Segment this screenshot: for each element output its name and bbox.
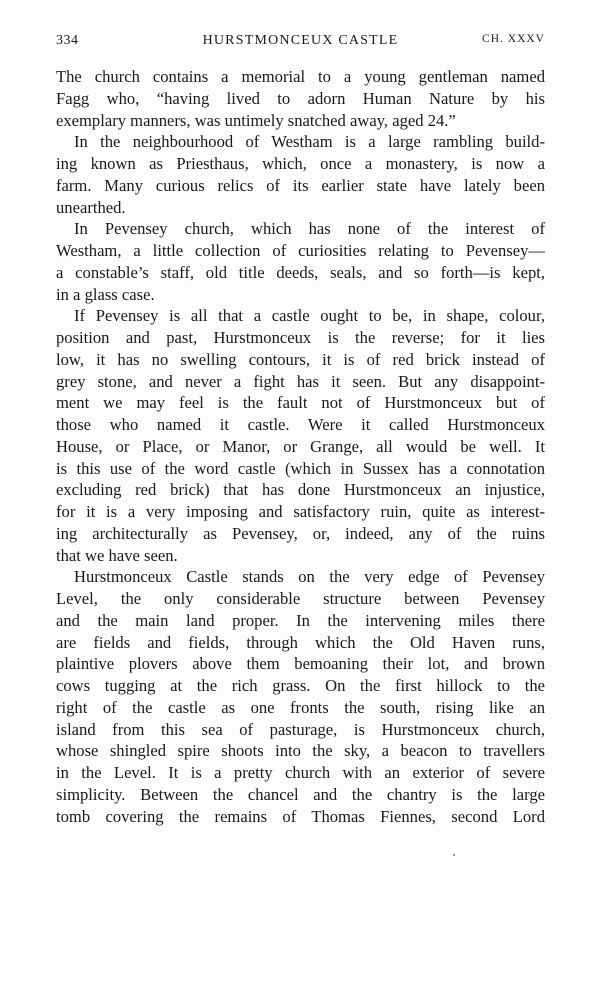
text-line: If Pevensey is all that a castle ought to be, in shape, colour, — [74, 306, 545, 326]
text-line: in a glass case. — [56, 284, 155, 304]
text-line: that we have seen. — [56, 545, 178, 565]
chapter-label: CH. XXXV — [482, 33, 545, 45]
text-line: ing architecturally as Pevensey, or, indeed, any of the ruins — [56, 523, 545, 543]
text-line: In the neighbourhood of Westham is a large rambling build- — [74, 132, 545, 152]
text-line: those who named it castle. Were it called Hurstmonceux — [56, 415, 545, 434]
text-line: Hurstmonceux Castle stands on the very edge of Pevensey — [74, 567, 545, 587]
text-line: for it is a very imposing and satisfactory ruin, quite as interest- — [56, 502, 545, 521]
text-line: is this use of the word castle (which in Sussex has a connotation — [56, 458, 545, 478]
text-line: cows tugging at the rich grass. On the first hillock to the — [56, 676, 545, 695]
text-line: grey stone, and never a fight has it seen. But any disappoint- — [56, 371, 545, 391]
text-line: In Pevensey church, which has none of the interest of — [74, 219, 545, 239]
text-line: simplicity. Between the chancel and the chantry is the large — [56, 784, 545, 804]
text-line: right of the castle as one fronts the south, rising like an — [56, 697, 545, 717]
text-line: exemplary manners, was untimely snatched away, aged 24.” — [56, 110, 456, 130]
text-line: excluding red brick) that has done Hurstmonceux an injustice, — [56, 480, 545, 500]
text-line: a constable’s staff, old title deeds, seals, and so forth—is kept, — [56, 262, 545, 282]
running-title: HURSTMONCEUX CASTLE — [202, 33, 399, 48]
text-line: unearthed. — [56, 197, 126, 217]
text-line: Westham, a little collection of curiosities relating to Pevensey— — [56, 241, 545, 260]
text-line: House, or Place, or Manor, or Grange, all would be well. It — [56, 436, 545, 456]
text-line: Level, the only considerable structure between Pevensey — [56, 589, 545, 608]
text-line: are fields and fields, through which the Old Haven runs, — [56, 632, 545, 652]
text-line: island from this sea of pasturage, is Hurstmonceux church, — [56, 719, 545, 739]
print-speck — [453, 854, 455, 856]
text-line: in the Level. It is a pretty church with an exterior of severe — [56, 763, 545, 782]
text-line: ment we may feel is the fault not of Hurstmonceux but of — [56, 393, 545, 413]
text-line: ing known as Priesthaus, which, once a monastery, is now a — [56, 154, 545, 173]
text-line: The church contains a memorial to a young gentleman named — [56, 67, 545, 86]
text-line: position and past, Hurstmonceux is the reverse; for it lies — [56, 328, 545, 347]
body-text — [56, 66, 545, 827]
text-line: whose shingled spire shoots into the sky, a beacon to travellers — [56, 741, 545, 761]
text-line: plaintive plovers above them bemoaning their lot, and brown — [56, 654, 545, 674]
text-line: farm. Many curious relics of its earlier state have lately been — [56, 175, 545, 195]
running-header — [56, 33, 545, 53]
page-number: 334 — [56, 33, 79, 48]
text-line: and the main land proper. In the intervening miles there — [56, 610, 545, 630]
text-line: tomb covering the remains of Thomas Fiennes, second Lord — [56, 806, 545, 826]
text-line: low, it has no swelling contours, it is of red brick instead of — [56, 349, 545, 369]
text-line: Fagg who, “having lived to adorn Human Nature by his — [56, 88, 545, 108]
